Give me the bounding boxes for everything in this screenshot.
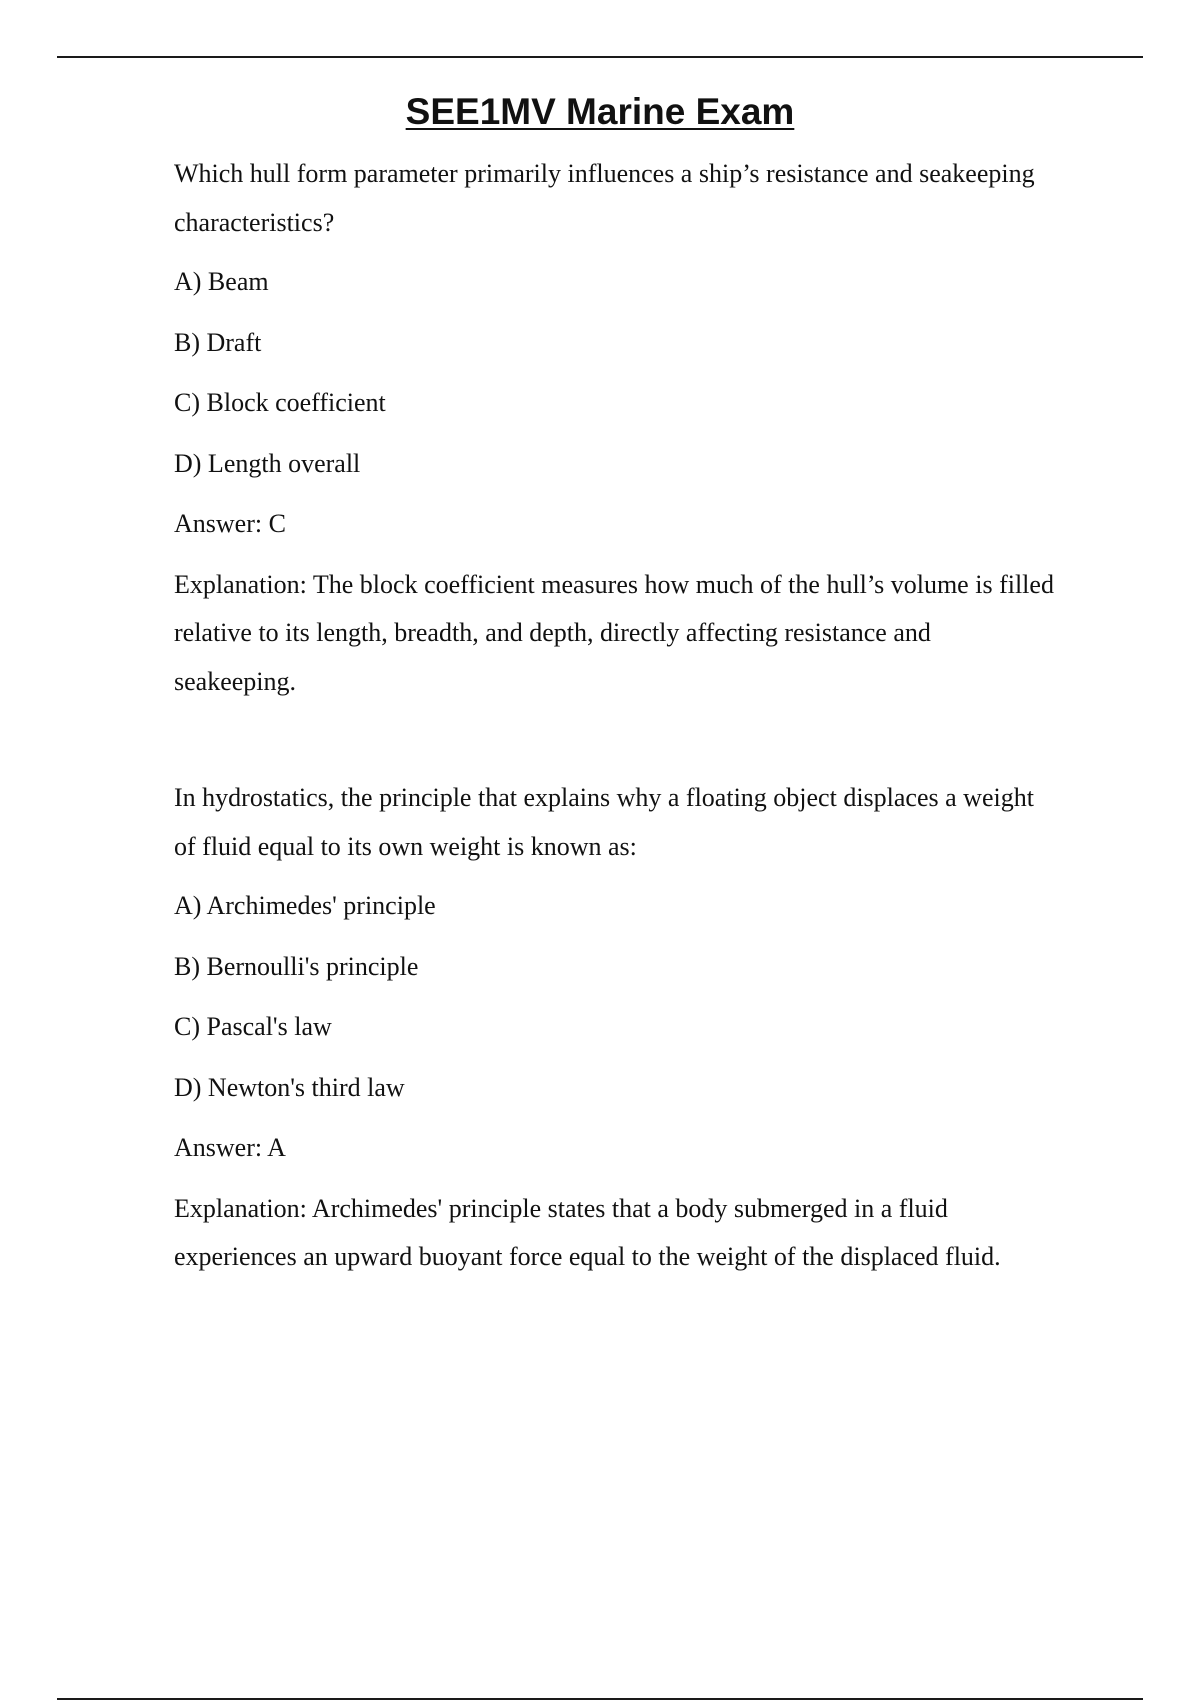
option-d: D) Length overall bbox=[174, 448, 361, 478]
option-d: D) Newton's third law bbox=[174, 1072, 405, 1102]
option-c: C) Block coefficient bbox=[174, 388, 386, 417]
answer: Answer: A bbox=[174, 1133, 286, 1162]
top-rule bbox=[57, 56, 1143, 58]
explanation: Explanation: Archimedes' principle states that a body submerged in a fluid experiences an upward buoyant force equal to the weight of the displaced fluid. bbox=[174, 1193, 1001, 1271]
explanation: Explanation: The block coefficient measures how much of the hull’s volume is filled relative to its length, breadth, and depth, directly affecting resistance and seakeeping. bbox=[174, 569, 1054, 696]
question-1 bbox=[174, 150, 1054, 706]
question-stem: Which hull form parameter primarily influences a ship’s resistance and seakeeping characteristics? bbox=[174, 159, 1035, 237]
question-stem: In hydrostatics, the principle that explains why a floating object displaces a weight of fluid equal to its own weight is known as: bbox=[174, 783, 1034, 861]
question-2 bbox=[174, 774, 1054, 1282]
answer: Answer: C bbox=[174, 509, 286, 538]
option-b: B) Bernoulli's principle bbox=[174, 951, 419, 981]
document-title: SEE1MV Marine Exam bbox=[405, 91, 795, 132]
option-c: C) Pascal's law bbox=[174, 1012, 332, 1041]
document-body bbox=[174, 150, 1054, 1282]
option-a: A) Beam bbox=[174, 267, 269, 296]
option-b: B) Draft bbox=[174, 327, 262, 357]
option-a: A) Archimedes' principle bbox=[174, 891, 436, 920]
